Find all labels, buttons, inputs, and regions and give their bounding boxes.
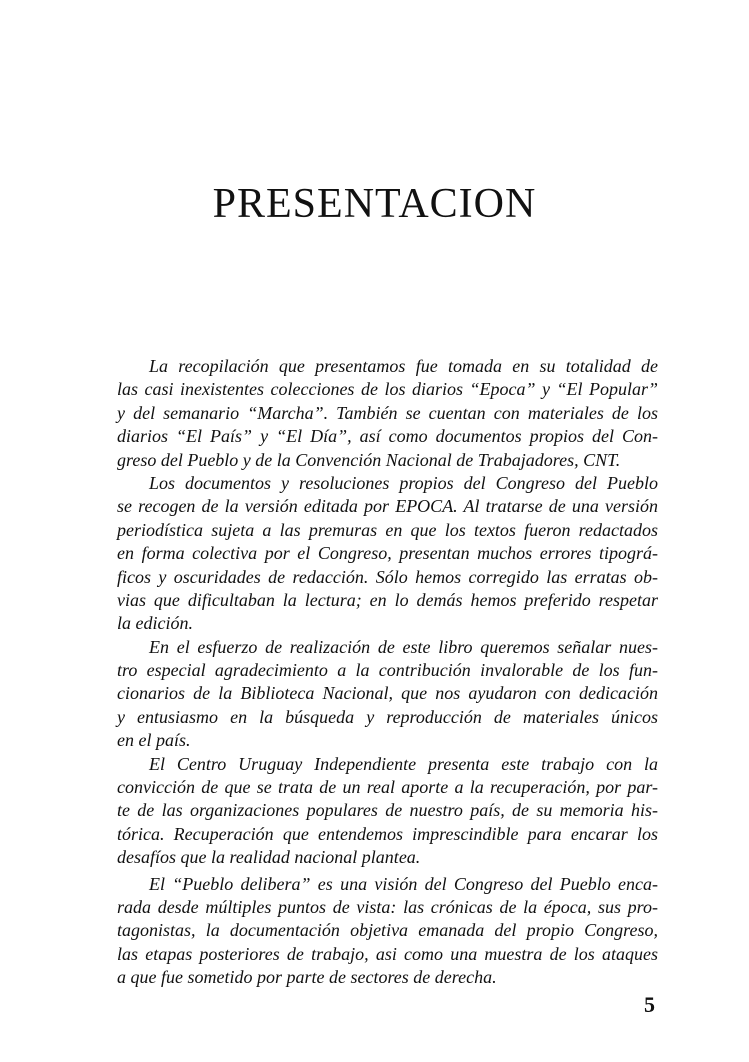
text-line: en forma colectiva por el Congreso, presentan muchos errores tipográ- bbox=[117, 543, 658, 564]
text-line: vias que dificultaban la lectura; en lo demás hemos preferido respetar bbox=[117, 589, 658, 610]
paragraph bbox=[117, 873, 658, 990]
body-text bbox=[117, 355, 658, 990]
paragraph bbox=[117, 753, 658, 870]
text-line: la edición. bbox=[117, 613, 193, 634]
text-line: periodística sujeta a las premuras en que los textos fueron redactados bbox=[117, 519, 658, 540]
text-line: Los documentos y resoluciones propios del Congreso del Pueblo bbox=[149, 472, 658, 493]
text-line: se recogen de la versión editada por EPOCA. Al tratarse de una versión bbox=[117, 496, 658, 517]
text-line: a que fue sometido por parte de sectores de derecha. bbox=[117, 967, 497, 988]
text-line: cionarios de la Biblioteca Nacional, que nos ayudaron con dedicación bbox=[117, 683, 658, 704]
paragraph bbox=[117, 636, 658, 753]
text-line: tórica. Recuperación que entendemos imprescindible para encarar los bbox=[117, 823, 658, 844]
text-line: ficos y oscuridades de redacción. Sólo hemos corregido las erratas ob- bbox=[117, 566, 658, 587]
text-line: diarios “El País” y “El Día”, así como documentos propios del Con- bbox=[117, 426, 658, 447]
text-line: La recopilación que presentamos fue tomada en su totalidad de bbox=[149, 356, 658, 376]
text-line: convicción de que se trata de un real aporte a la recuperación, por par- bbox=[117, 777, 658, 798]
text-line: tagonistas, la documentación objetiva emanada del propio Congreso, bbox=[117, 920, 658, 941]
page-number: 5 bbox=[644, 992, 655, 1017]
text-line: y entusiasmo en la búsqueda y reproducción de materiales únicos bbox=[117, 706, 658, 727]
text-line: desafíos que la realidad nacional plantea. bbox=[117, 847, 421, 868]
text-line: en el país. bbox=[117, 730, 191, 751]
text-line: te de las organizaciones populares de nuestro país, de su memoria his- bbox=[117, 800, 658, 821]
text-line: En el esfuerzo de realización de este libro queremos señalar nues- bbox=[149, 636, 658, 657]
text-line: rada desde múltiples puntos de vista: las crónicas de la época, sus pro- bbox=[117, 896, 658, 917]
text-line: y del semanario “Marcha”. También se cuentan con materiales de los bbox=[117, 402, 658, 423]
text-line: greso del Pueblo y de la Convención Nacional de Trabajadores, CNT. bbox=[117, 449, 621, 470]
text-line: las etapas posteriores de trabajo, asi como una muestra de los ataques bbox=[117, 943, 658, 964]
text-line: las casi inexistentes colecciones de los diarios “Epoca” y “El Popular” bbox=[117, 379, 658, 400]
paragraph bbox=[117, 472, 658, 636]
paragraph bbox=[117, 355, 658, 472]
text-line: El “Pueblo delibera” es una visión del Congreso del Pueblo enca- bbox=[149, 873, 658, 894]
text-line: El Centro Uruguay Independiente presenta este trabajo con la bbox=[149, 753, 658, 774]
page-title: PRESENTACION bbox=[212, 181, 537, 227]
text-line: tro especial agradecimiento a la contribución invalorable de los fun- bbox=[117, 660, 658, 681]
